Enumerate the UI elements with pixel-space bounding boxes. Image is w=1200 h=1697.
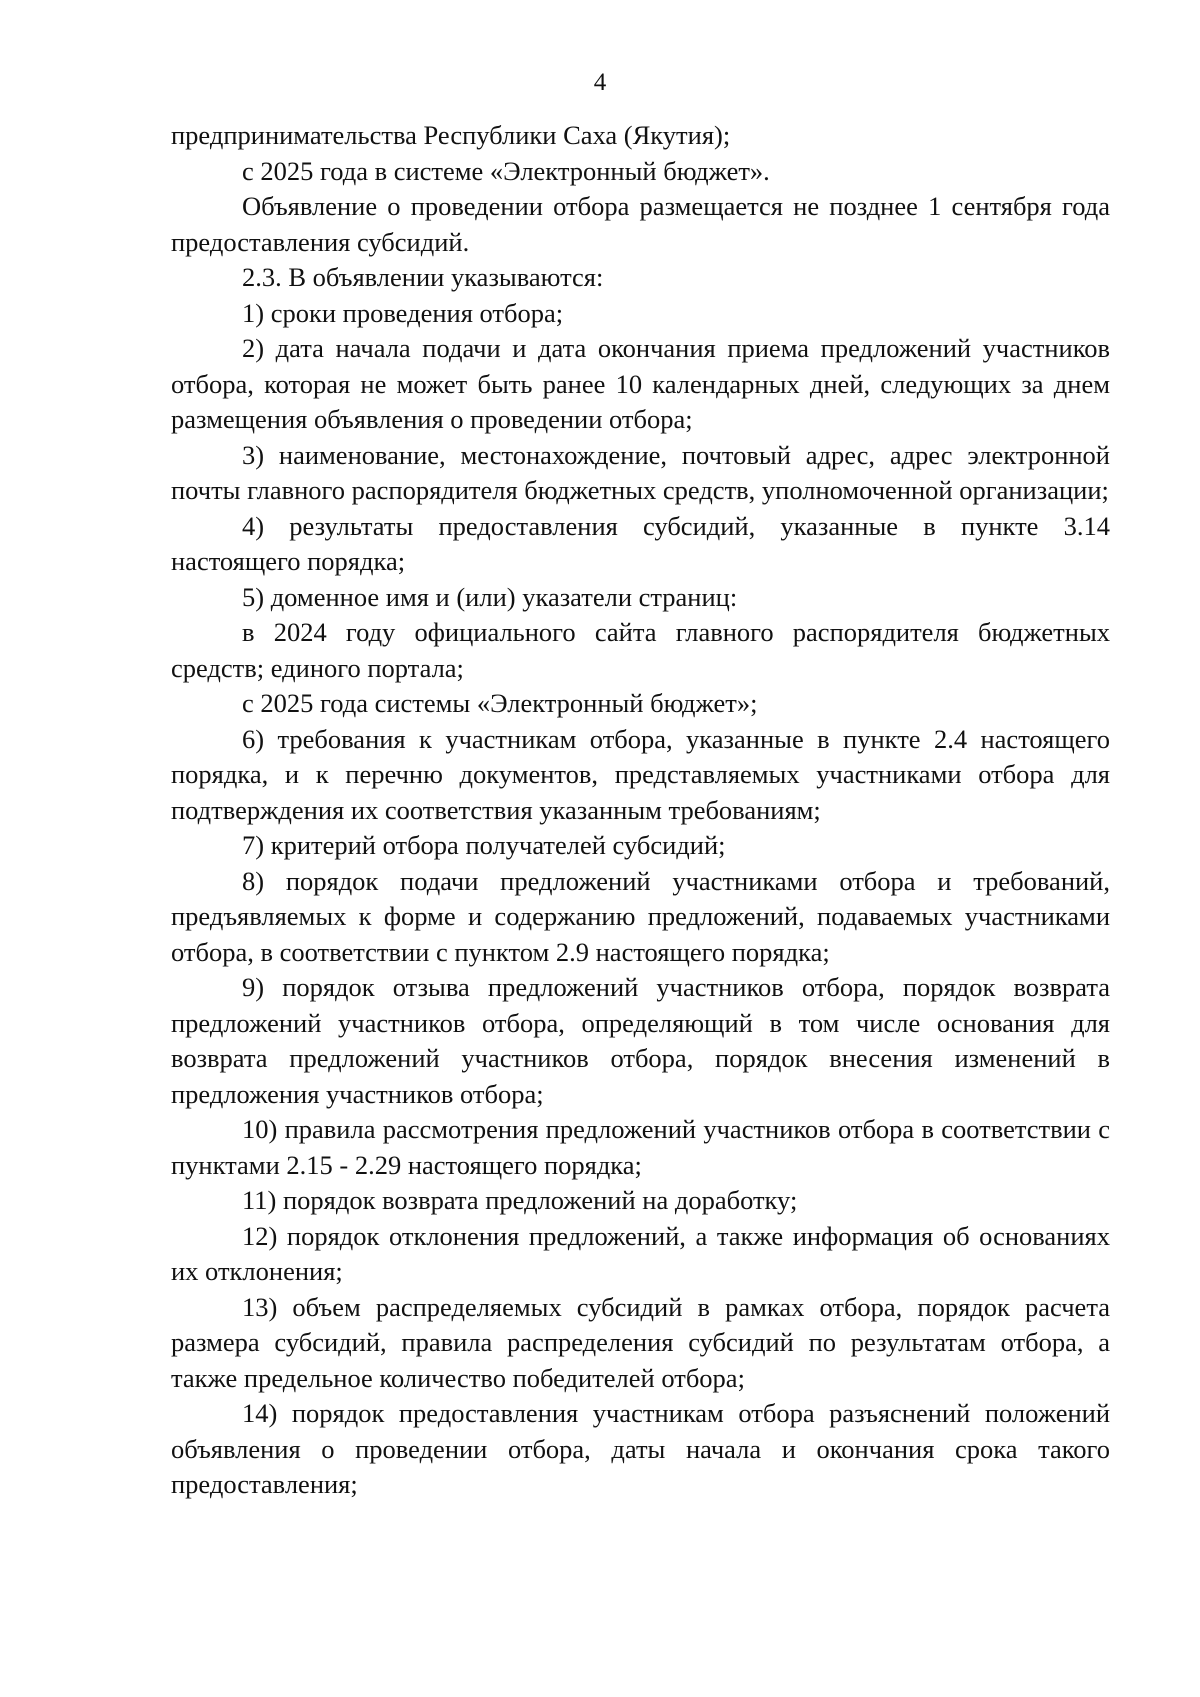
list-item: 7) критерий отбора получателей субсидий; xyxy=(242,830,726,860)
paragraph-continuation: предпринимательства Республики Саха (Якутия); xyxy=(171,120,731,150)
section-heading: 2.3. В объявлении указываются: xyxy=(242,262,604,292)
list-item: 5) доменное имя и (или) указатели страниц: xyxy=(242,581,738,612)
list-item: 9) порядок отзыва предложений участников отбора, порядок возврата предложений участников отбора, определяющий в том числе основания для возврата предложений участников отбора, порядок внесения изменений в предложения участников отбора; xyxy=(171,972,1110,1109)
list-item: 4) результаты предоставления субсидий, указанные в пункте 3.14 настоящего порядка; xyxy=(171,510,1110,576)
page-number: 4 xyxy=(593,69,607,96)
list-item: 13) объем распределяемых субсидий в рамках отбора, порядок расчета размера субсидий, правила распределения субсидий по результатам отбора, а также предельное количество победителей отбора; xyxy=(171,1291,1110,1393)
list-item: 2) дата начала подачи и дата окончания приема предложений участников отбора, которая не может быть ранее 10 календарных дней, следующих за днем размещения объявления о проведении отбора; xyxy=(171,333,1110,434)
document-body xyxy=(171,118,1110,1503)
paragraph: в 2024 году официального сайта главного распорядителя бюджетных средств; единого портала; xyxy=(171,617,1110,683)
list-item: 14) порядок предоставления участникам отбора разъяснений положений объявления о проведении отбора, даты начала и окончания срока такого предоставления; xyxy=(171,1398,1110,1499)
paragraph: с 2025 года системы «Электронный бюджет»; xyxy=(242,688,758,718)
list-item: 6) требования к участникам отбора, указанные в пункте 2.4 настоящего порядка, и к перечню документов, представляемых участниками отбора для подтверждения их соответствия указанным требованиям; xyxy=(171,723,1110,825)
list-item: 3) наименование, местонахождение, почтовый адрес, адрес электронной почты главного распорядителя бюджетных средств, уполномоченной организации; xyxy=(171,439,1110,505)
list-item: 11) порядок возврата предложений на доработку; xyxy=(242,1185,798,1215)
list-item: 8) порядок подачи предложений участниками отбора и требований, предъявляемых к форме и содержанию предложений, подаваемых участниками отбора, в соответствии с пунктом 2.9 настоящего порядка; xyxy=(171,865,1110,967)
list-item: 10) правила рассмотрения предложений участников отбора в соответствии с пунктами 2.15 - 2.29 настоящего порядка; xyxy=(171,1114,1110,1180)
list-item: 12) порядок отклонения предложений, а также информация об основаниях их отклонения; xyxy=(171,1220,1110,1286)
paragraph: Объявление о проведении отбора размещается не позднее 1 сентября года предоставления субсидий. xyxy=(171,191,1110,257)
list-item: 1) сроки проведения отбора; xyxy=(242,297,564,328)
paragraph: с 2025 года в системе «Электронный бюджет». xyxy=(242,155,770,186)
